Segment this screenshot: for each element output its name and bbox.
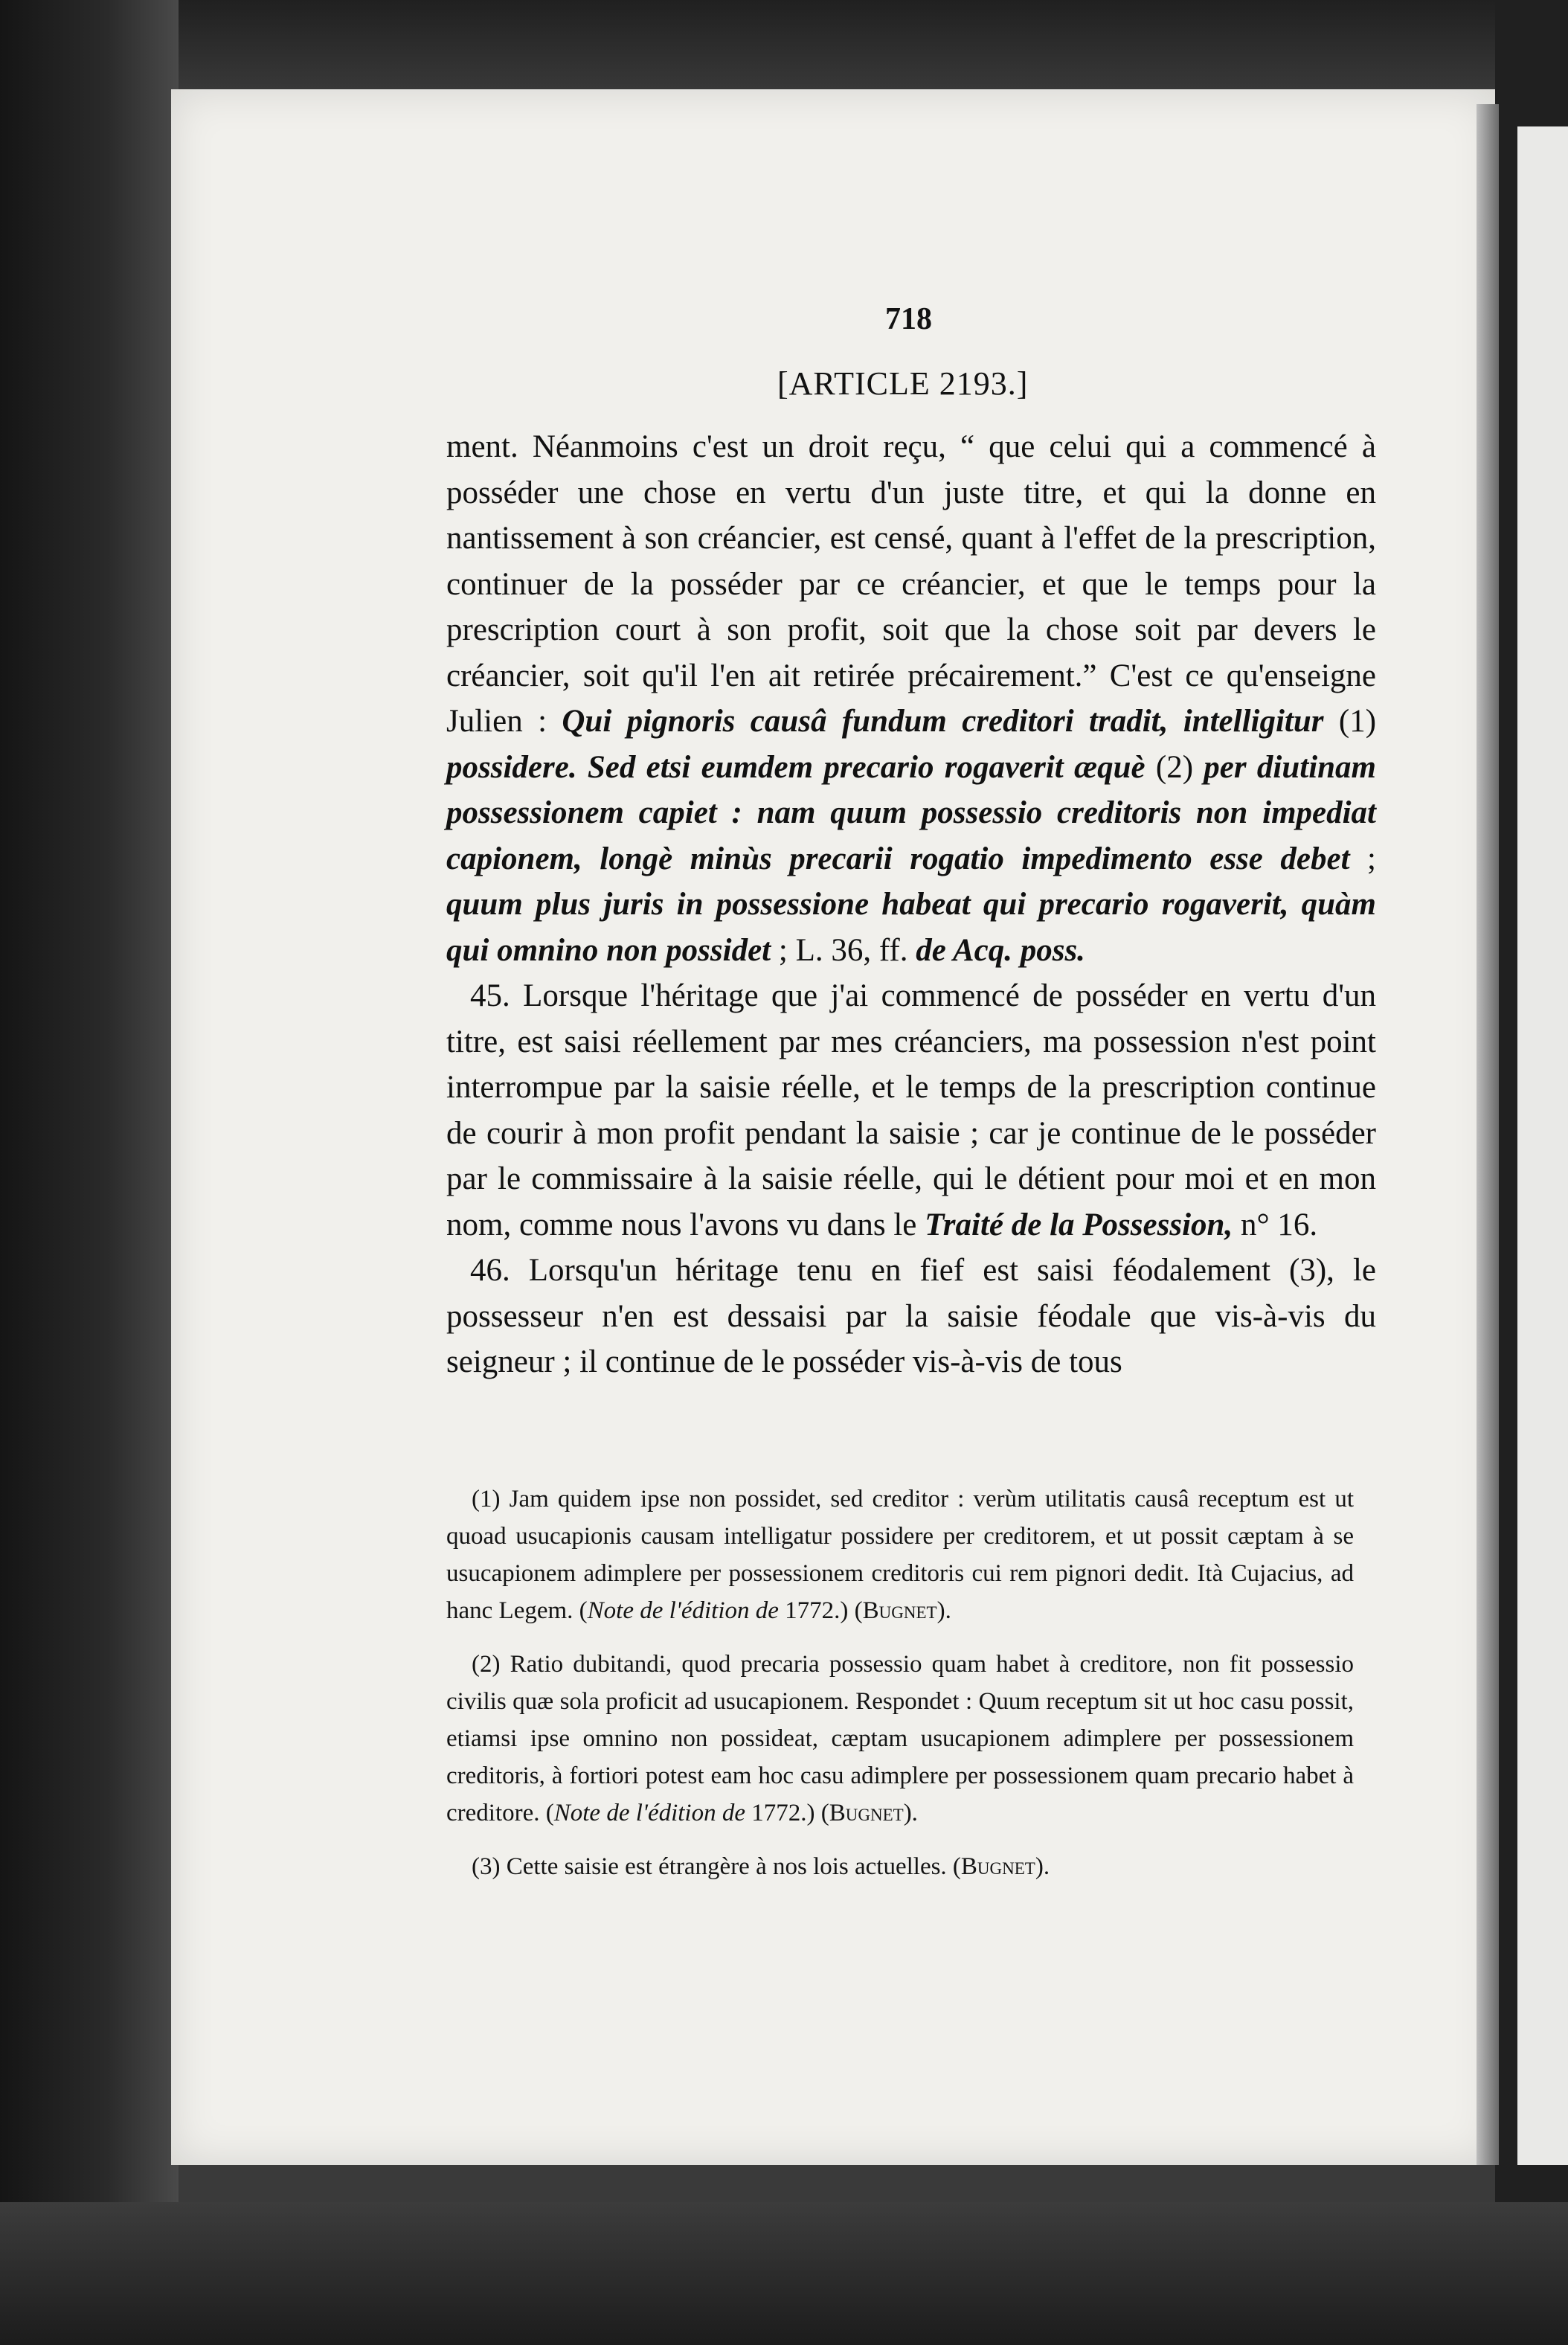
scan-bottom-border — [0, 2202, 1568, 2345]
page-gutter-shadow — [1477, 104, 1499, 2165]
latin-quote: Qui pignoris causâ fundum creditori tradit, intelligitur — [562, 704, 1324, 739]
footnote-1: (1) Jam quidem ipse non possidet, sed creditor : verùm utilitatis causâ receptum est ut quoad usucapionis causam intelligatur possidere per creditorem, et ut possit cæptam à se usucapionem adimplere per possessionem creditoris cui rem pignori dedit. Ità Cujacius, ad hanc Legem. (Note de l'édition de 1772.) (Bugnet). — [446, 1486, 1354, 1624]
scan-left-border — [0, 0, 179, 2345]
paragraph-46: 46. Lorsqu'un héritage tenu en fief est saisi féodalement (3), le possesseur n'en est dessaisi par la saisie féodale que vis-à-vis du seigneur ; il continue de le posséder vis-à-vis de tous — [446, 1253, 1376, 1379]
paragraph-44-continuation: ment. Néanmoins c'est un droit reçu, “ que celui qui a commencé à posséder une chose en vertu d'un juste titre, et qui la donne en nantissement à son créancier, est censé, quant à l'effet de la prescription, continuer de la posséder par ce créancier, et que le temps pour la prescription court à son profit, soit que la chose soit par devers le créancier, soit qu'il l'en ait retirée précairement.” C'est ce qu'enseigne Julien : Qui pignoris causâ fundum creditori tradit, intelligitur (1) possidere. Sed etsi eumdem precario rogaverit æquè (2) per diutinam possessionem capiet : nam quum possessio creditoris non impediat capionem, longè minùs precarii rogatio impedimento esse debet ; quum plus juris in possessione habeat qui precario rogaverit, quàm qui omnino non possidet ; L. 36, ff. de Acq. poss. — [446, 429, 1377, 968]
adjacent-page-edge — [1517, 126, 1568, 2165]
cited-work-title: Traité de la Possession, — [925, 1207, 1233, 1242]
main-text — [446, 424, 1376, 1385]
legal-citation: ; L. 36, ff. — [771, 932, 916, 968]
scan-top-border — [0, 0, 1568, 97]
footnote-3: (3) Cette saisie est étrangère à nos lois actuelles. (Bugnet). — [472, 1853, 1050, 1880]
latin-quote: quum plus juris in possessione habeat qui precario rogaverit, quàm qui omnino non possidet — [446, 887, 1376, 968]
latin-quote: per diutinam possessionem capiet : nam quum possessio creditoris non impediat capionem, longè minùs precarii rogatio impedimento esse debet — [446, 749, 1377, 876]
page-number: 718 — [885, 302, 932, 336]
footnote-ref-1: (1) — [1323, 704, 1377, 739]
footnote-2: (2) Ratio dubitandi, quod precaria possessio quam habet à creditore, non fit possessio civilis quæ sola proficit ad usucapionem. Respondet : Quum receptum sit ut hoc casu possit, etiamsi ipse omnino non possideat, cæptam usucapionem adimplere per possessionem creditoris, à fortiori potest eam hoc casu adimplere per possessionem quam precario habet à creditore. (Note de l'édition de 1772.) (Bugnet). — [446, 1651, 1354, 1826]
footnote-ref-2: (2) — [1145, 749, 1204, 785]
running-head: [ARTICLE 2193.] — [777, 365, 1029, 402]
paragraph-45: 45. Lorsque l'héritage que j'ai commencé de posséder en vertu d'un titre, est saisi réellement par mes créanciers, ma possession n'est point interrompue par la saisie réelle, et le temps de la prescription continue de courir à mon profit pendant la saisie ; car je continue de le posséder par le commissaire à la saisie réelle, qui le détient pour moi et en mon nom, comme nous l'avons vu dans le Traité de la Possession, n° 16. — [446, 978, 1376, 1242]
legal-citation-title: de Acq. poss. — [916, 932, 1085, 968]
latin-quote: possidere. Sed etsi eumdem precario rogaverit æquè — [446, 749, 1146, 785]
footnotes — [446, 1481, 1354, 1902]
